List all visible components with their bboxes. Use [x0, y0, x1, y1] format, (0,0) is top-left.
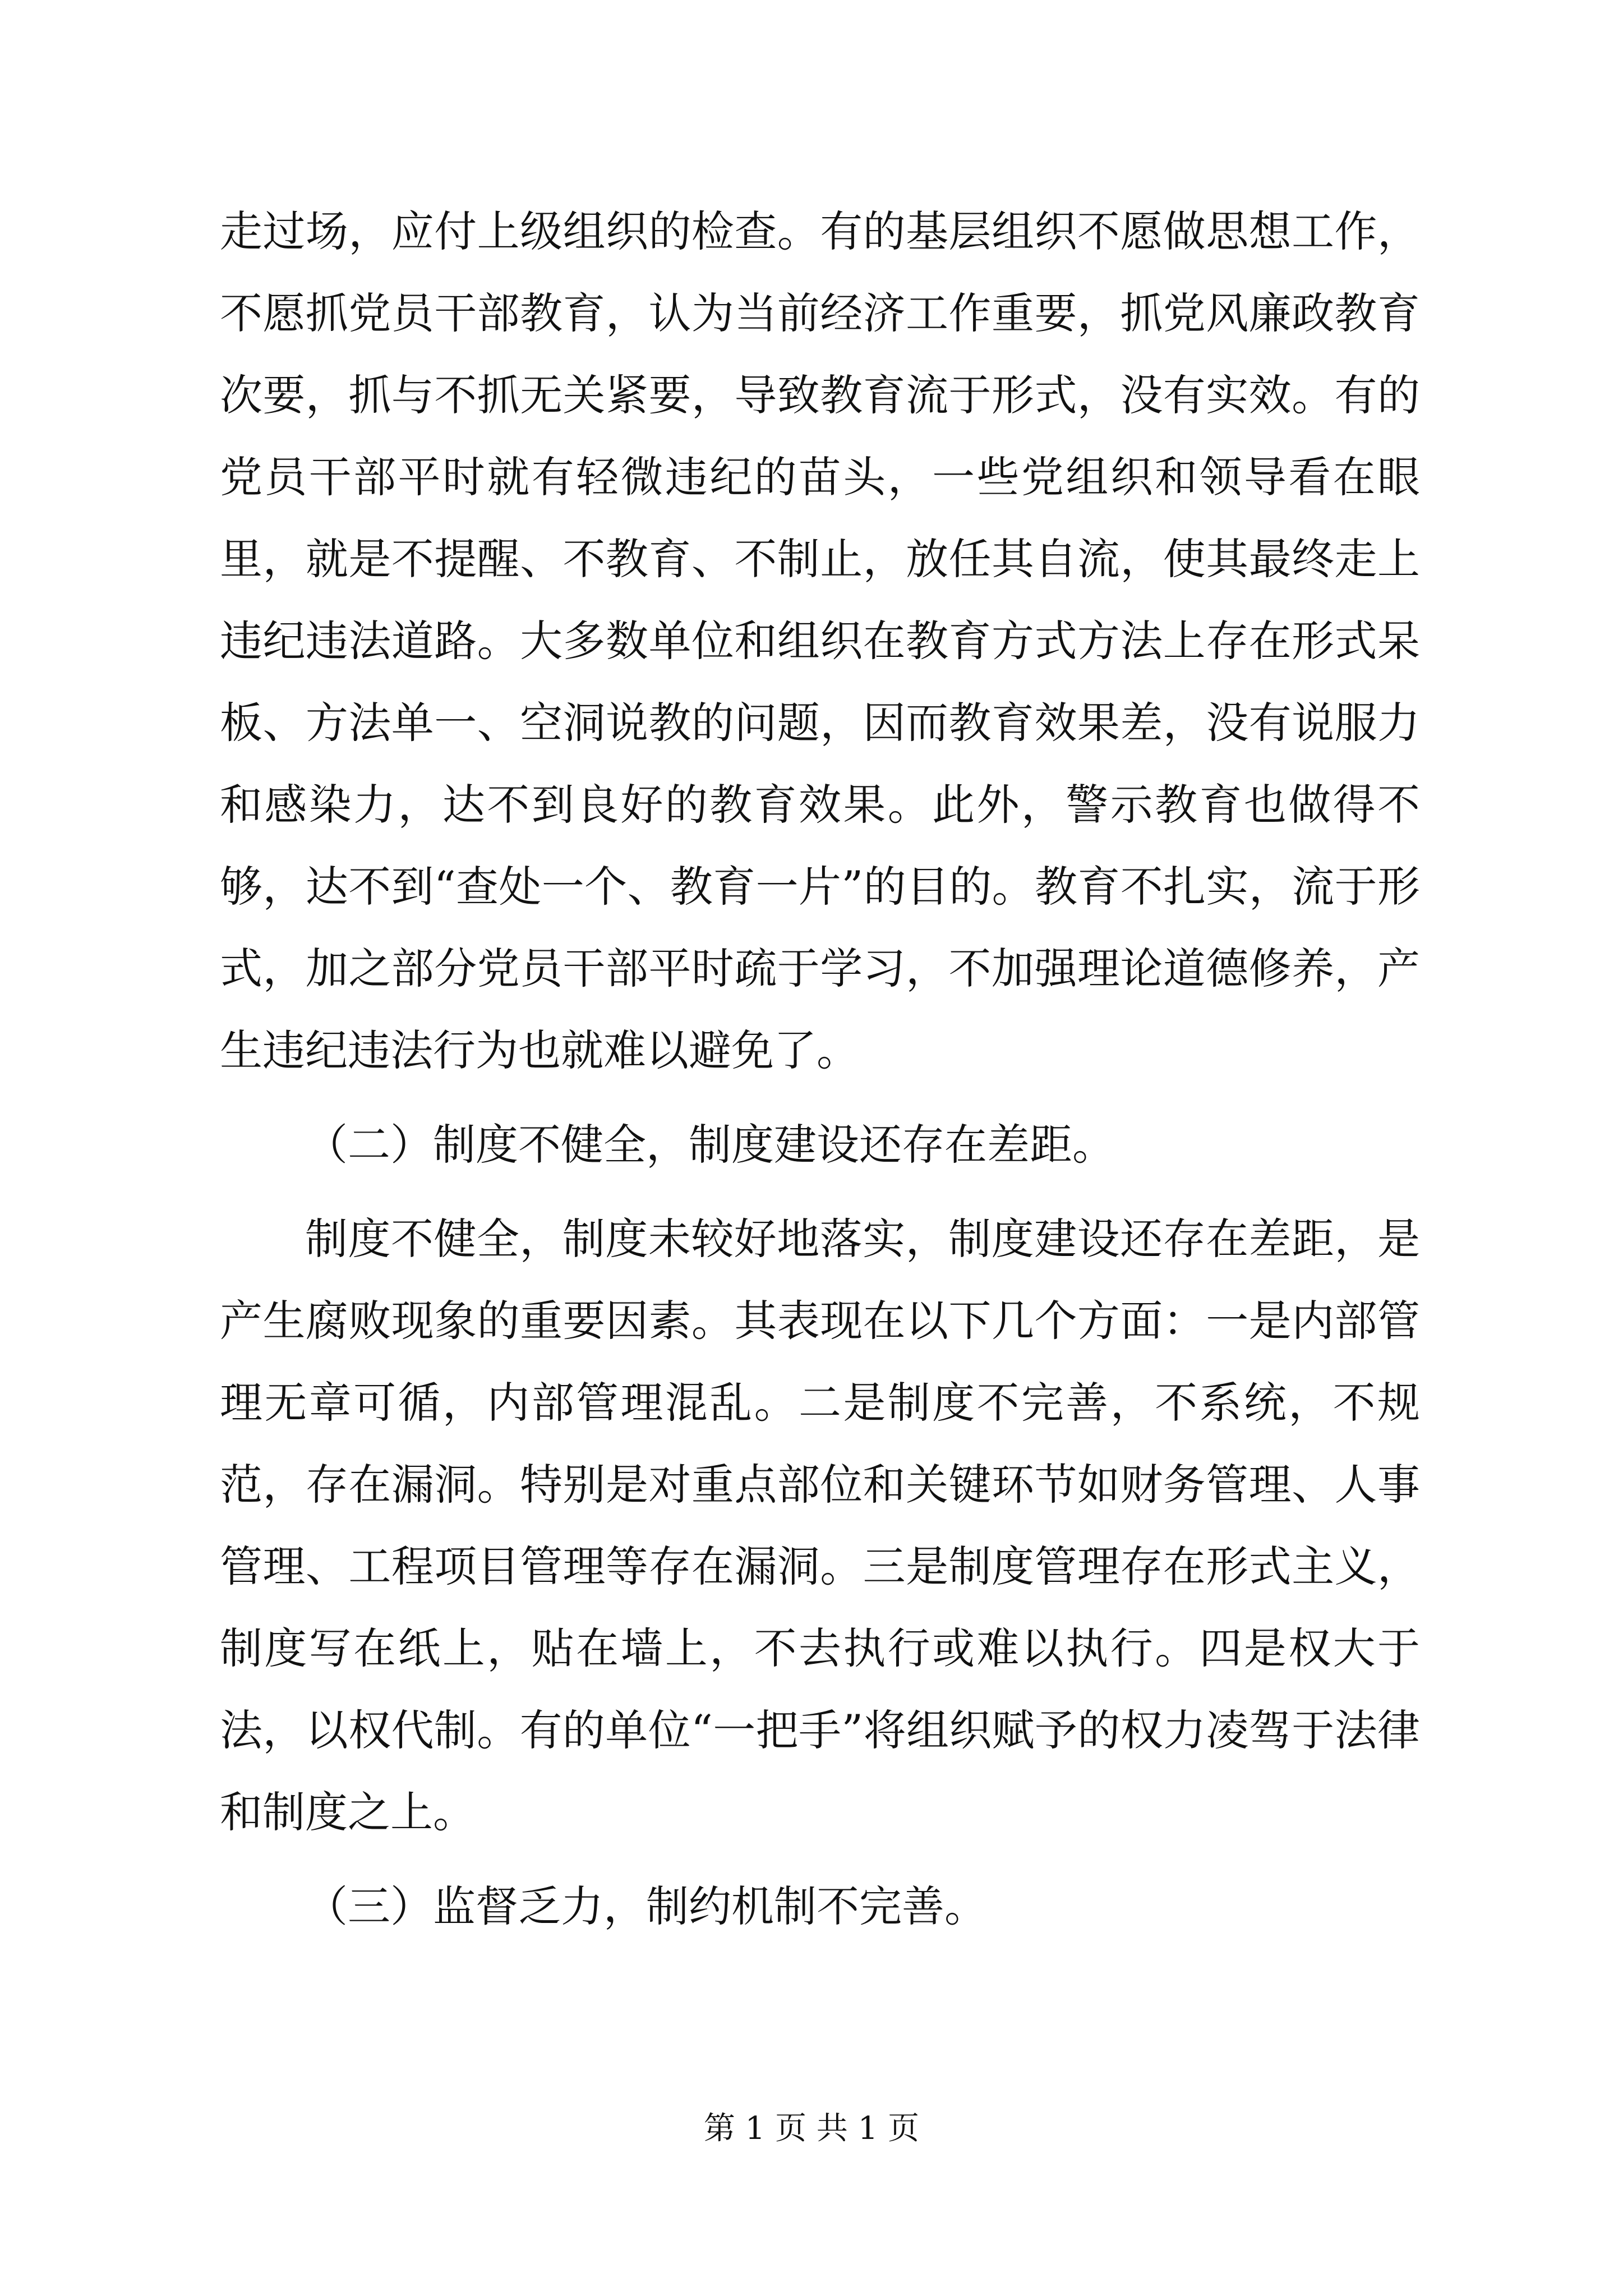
- section-heading-2: （二）制度不健全，制度建设还存在差距。: [305, 1120, 1115, 1170]
- paragraph-institution: 制度不健全，制度未较好地落实，制度建设还存在差距，是产生腐败现象的重要因素。其表现在以下几个方面：一是内部管理无章可循，内部管理混乱。二是制度不完善，不系统，不规范，存在漏洞。特别是对重点部位和关键环节如财务管理、人事管理、工程项目管理等存在漏洞。三是制度管理存在形式主义，制度写在纸上，贴在墙上，不去执行或难以执行。四是权大于法，以权代制。有的单位“一把手”将组织赋予的权力凌驾于法律和制度之上。: [220, 1214, 1420, 1837]
- page-footer: 第 1 页 共 1 页: [703, 2110, 920, 2147]
- paragraph-continuation: 走过场，应付上级组织的检查。有的基层组织不愿做思想工作，不愿抓党员干部教育，认为当前经济工作重要，抓党风廉政教育次要，抓与不抓无关紧要，导致教育流于形式，没有实效。有的党员干部平时就有轻微违纪的苗头，一些党组织和领导看在眼里，就是不提醒、不教育、不制止，放任其自流，使其最终走上违纪违法道路。大多数单位和组织在教育方式方法上存在形式呆板、方法单一、空洞说教的问题，因而教育效果差，没有说服力和感染力，达不到良好的教育效果。此外，警示教育也做得不够，达不到“查处一个、教育一片”的目的。教育不扎实，流于形式，加之部分党员干部平时疏于学习，不加强理论道德修养，产生违纪违法行为也就难以避免了。: [220, 206, 1420, 1075]
- document-body: [220, 191, 1420, 1960]
- section-heading-3: （三）监督乏力，制约机制不完善。: [305, 1881, 987, 1931]
